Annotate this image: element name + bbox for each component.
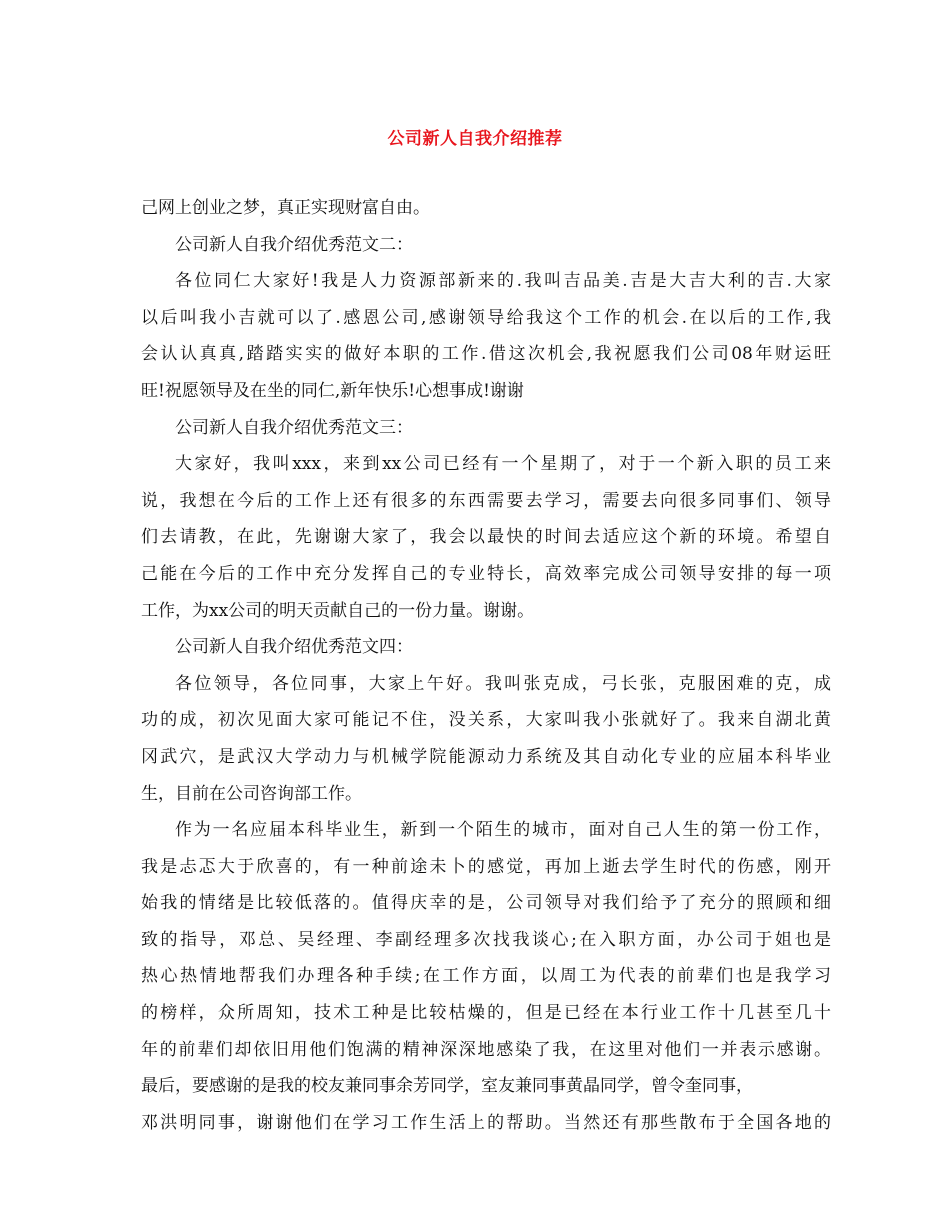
text-line: 邓洪明同事，谢谢他们在学习工作生活上的帮助。当然还有那些散布于全国各地的 (141, 1112, 831, 1133)
text-line: 大家好，我叫xxx，来到xx公司已经有一个星期了，对于一个新入职的员工来 (175, 454, 831, 475)
text-line: 各位领导，各位同事，大家上午好。我叫张克成，弓长张，克服困难的克，成 (175, 673, 831, 694)
text-line: 会认认真真,踏踏实实的做好本职的工作.借这次机会,我祝愿我们公司08年财运旺 (141, 344, 831, 365)
section-heading: 公司新人自我介绍优秀范文三： (175, 417, 413, 438)
text-line: 的榜样，众所周知，技术工种是比较枯燥的，但是已经在本行业工作十几甚至几十 (141, 1003, 831, 1024)
text-line: 们去请教，在此，先谢谢大家了，我会以最快的时间去适应这个新的环境。希望自 (141, 527, 831, 548)
text-line: 热心热情地帮我们办理各种手续;在工作方面，以周工为代表的前辈们也是我学习 (141, 966, 831, 987)
text-line: 作为一名应届本科毕业生，新到一个陌生的城市，面对自己人生的第一份工作， (175, 820, 831, 841)
text-line: 工作，为xx公司的明天贡献自己的一份力量。谢谢。 (141, 600, 535, 621)
section-heading: 公司新人自我介绍优秀范文四： (175, 637, 413, 658)
document-title: 公司新人自我介绍推荐 (387, 129, 563, 149)
section-heading: 公司新人自我介绍优秀范文二： (175, 234, 413, 255)
text-line: 己能在今后的工作中充分发挥自己的专业特长，高效率完成公司领导安排的每一项 (141, 563, 831, 584)
text-line: 以后叫我小吉就可以了.感恩公司,感谢领导给我这个工作的机会.在以后的工作,我 (141, 307, 831, 328)
text-line: 功的成，初次见面大家可能记不住，没关系，大家叫我小张就好了。我来自湖北黄 (141, 710, 831, 731)
text-line: 年的前辈们却依旧用他们饱满的精神深深地感染了我，在这里对他们一并表示感谢。 (141, 1039, 831, 1060)
text-line: 最后，要感谢的是我的校友兼同事余芳同学，室友兼同事黄晶同学，曾令奎同事， (141, 1076, 753, 1097)
text-line: 致的指导，邓总、吴经理、李副经理多次找我谈心;在入职方面，办公司于姐也是 (141, 929, 831, 950)
text-line: 己网上创业之梦，真正实现财富自由。 (141, 198, 430, 218)
text-line: 各位同仁大家好!我是人力资源部新来的.我叫吉品美.吉是大吉大利的吉.大家 (175, 271, 831, 292)
text-line: 生，目前在公司咨询部工作。 (141, 783, 362, 804)
text-line: 旺!祝愿领导及在坐的同仁,新年快乐!心想事成!谢谢 (141, 380, 524, 401)
document-body (141, 190, 831, 1141)
text-line: 我是忐忑大于欣喜的，有一种前途未卜的感觉，再加上逝去学生时代的伤感，刚开 (141, 856, 831, 877)
text-line: 说，我想在今后的工作上还有很多的东西需要去学习，需要去向很多同事们、领导 (141, 490, 831, 511)
text-line: 始我的情绪是比较低落的。值得庆幸的是，公司领导对我们给予了充分的照顾和细 (141, 893, 831, 914)
text-line: 冈武穴，是武汉大学动力与机械学院能源动力系统及其自动化专业的应届本科毕业 (141, 746, 831, 767)
